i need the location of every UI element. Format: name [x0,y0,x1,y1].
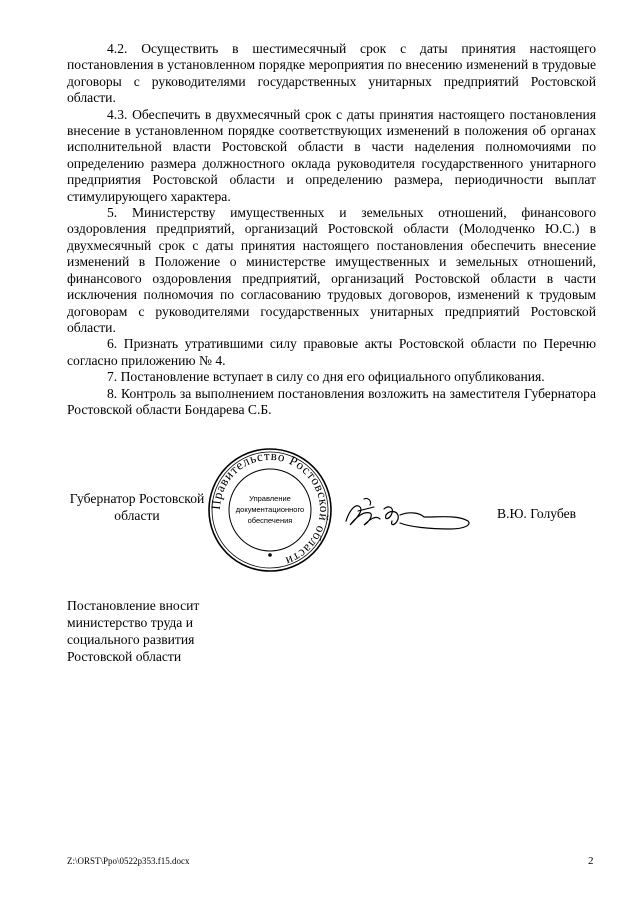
official-seal [205,445,335,575]
submitted-by-note: Постановление вносит министерство труда и социального развития Ростовской области [67,598,200,664]
signer-name: В.Ю. Голубев [497,506,577,521]
page-number: 2 [588,855,594,867]
seal-outer-text: Правительство Ростовской области [207,447,333,570]
seal-inner-line-1: Управление [249,494,291,503]
handwritten-signature [340,493,475,535]
signature-block [0,445,640,575]
paragraph-5: 5. Министерству имущественных и земельных отношений, финансового оздоровления предприятий, организаций Ростовской области (Молодченко Ю.С.) в двухмесячный срок с даты принятия настоящего постановления обеспечить внесение изменений в Положение о министерстве имущественных и земельных отношений, финансового оздоровления предприятий, организаций Ростовской области в части исключения полномочия по согласованию трудовых договоров, изменений к трудовым договорам с руководителями государственных унитарных предприятий Ростовской области. [67,205,596,335]
paragraph-8: 8. Контроль за выполнением постановления возложить на заместителя Губернатора Ростовской области Бондарева С.Б. [67,385,596,417]
paragraph-7: 7. Постановление вступает в силу со дня его официального опубликования. [107,369,545,385]
seal-inner-line-3: обеспечения [247,516,293,525]
paragraph-4-3: 4.3. Обеспечить в двухмесячный срок с даты принятия настоящего постановления внесение в установленном порядке соответствующих изменений в положения об органах исполнительной власти Ростовской области в части наделения полномочиями по определению размера должностного оклада руководителя государственного унитарного предприятия Ростовской области и определению размера, периодичности выплат стимулирующего характера. [67,106,596,204]
paragraph-6: 6. Признать утратившими силу правовые акты Ростовской области по Перечню согласно приложению № 4. [67,336,596,368]
seal-inner-line-2: документационного [235,505,305,514]
seal-star-icon [268,553,272,557]
file-path: Z:\ORST\Ppo\0522p353.f15.docx [67,856,190,866]
document-body [67,41,596,418]
signer-title: Губернатор Ростовской области [69,491,205,523]
paragraph-4-2: 4.2. Осуществить в шестимесячный срок с даты принятия настоящего постановления в установленном порядке мероприятия по внесению изменений в трудовые договоры с руководителями государственных унитарных предприятий Ростовской области. [67,41,596,106]
